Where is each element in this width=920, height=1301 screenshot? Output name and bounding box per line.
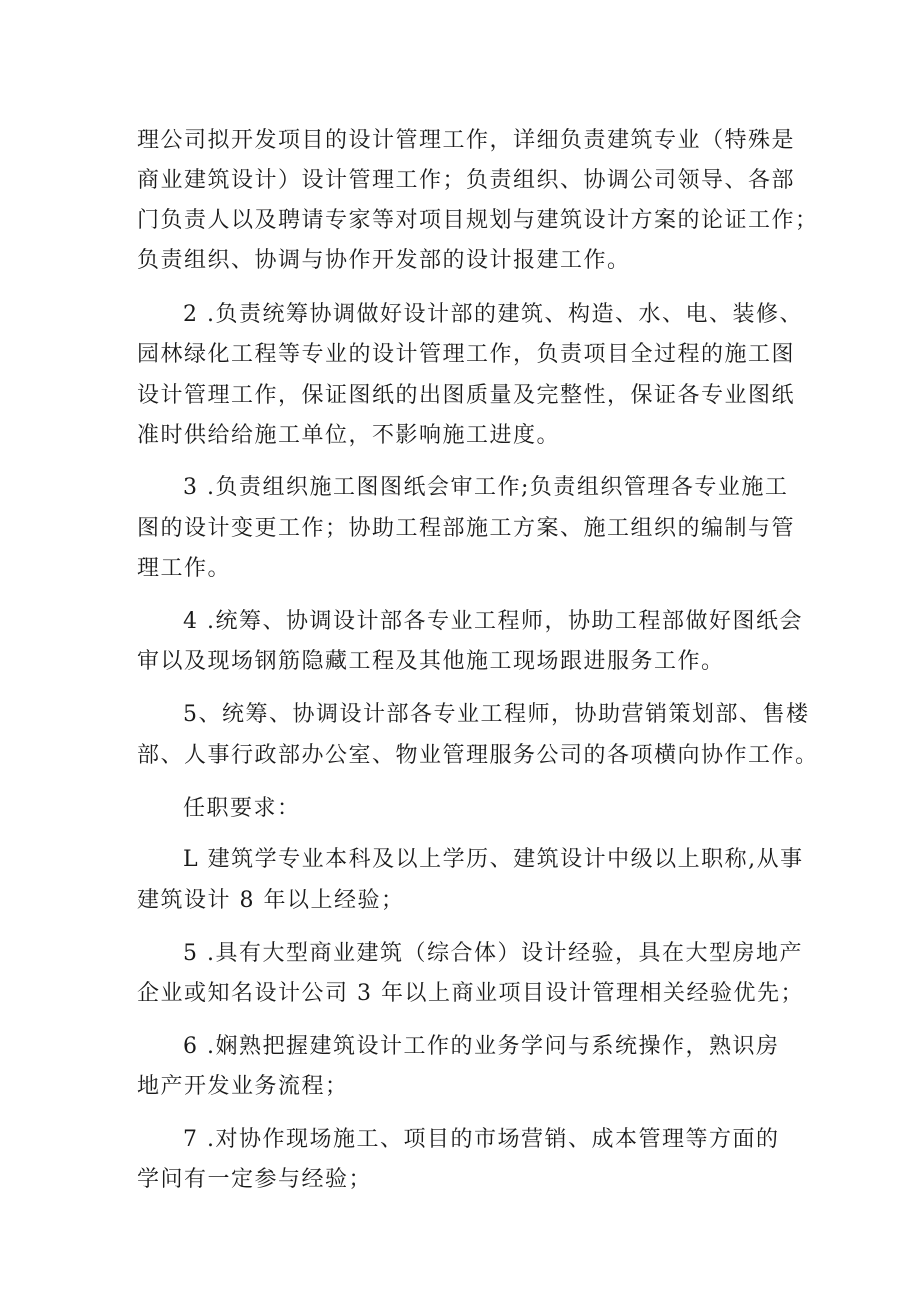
text-line: 准时供给给施工单位，不影响施工进度。	[137, 423, 561, 448]
text-line: 负责组织、协调与协作开发部的设计报建工作。	[137, 248, 631, 273]
section-heading: 任职要求：	[183, 796, 301, 821]
text-line: 6 .娴熟把握建筑设计工作的业务学问与系统操作，熟识房	[183, 1034, 780, 1059]
text-line: 学问有一定参与经验；	[137, 1167, 373, 1192]
text-line: 企业或知名设计公司 3 年以上商业项目设计管理相关经验优先；	[137, 981, 804, 1006]
text-line: 商业建筑设计）设计管理工作；负责组织、协调公司领导、各部	[137, 168, 796, 193]
text-line: 5、统筹、协调设计部各专业工程师，协助营销策划部、售楼	[183, 702, 810, 727]
text-line: 3 .负责组织施工图图纸会审工作;负责组织管理各专业施工	[183, 475, 789, 500]
text-line: 部、人事行政部办公室、物业管理服务公司的各项横向协作工作。	[137, 743, 819, 768]
text-line: 7 .对协作现场施工、项目的市场营销、成本管理等方面的	[183, 1127, 780, 1152]
text-line: 设计管理工作，保证图纸的出图质量及完整性，保证各专业图纸	[137, 383, 796, 408]
text-line: 建筑设计 8 年以上经验；	[137, 888, 405, 913]
text-line: 地产开发业务流程；	[137, 1074, 349, 1099]
text-line: 门负责人以及聘请专家等对项目规划与建筑设计方案的论证工作；	[137, 208, 819, 233]
text-line: 图的设计变更工作；协助工程部施工方案、施工组织的编制与管	[137, 516, 796, 541]
text-line: 理公司拟开发项目的设计管理工作，详细负责建筑专业（特殊是	[137, 128, 796, 153]
text-line: L 建筑学专业本科及以上学历、建筑设计中级以上职称,从事	[183, 847, 804, 872]
text-line: 4 .统筹、协调设计部各专业工程师，协助工程部做好图纸会	[183, 609, 803, 634]
text-line: 园林绿化工程等专业的设计管理工作，负责项目全过程的施工图	[137, 342, 796, 367]
text-line: 2 .负责统筹协调做好设计部的建筑、构造、水、电、装修、	[183, 302, 803, 327]
text-line: 理工作。	[137, 556, 232, 581]
text-line: 审以及现场钢筋隐藏工程及其他施工现场跟进服务工作。	[137, 649, 725, 674]
text-line: 5 .具有大型商业建筑（综合体）设计经验，具在大型房地产	[183, 941, 803, 966]
